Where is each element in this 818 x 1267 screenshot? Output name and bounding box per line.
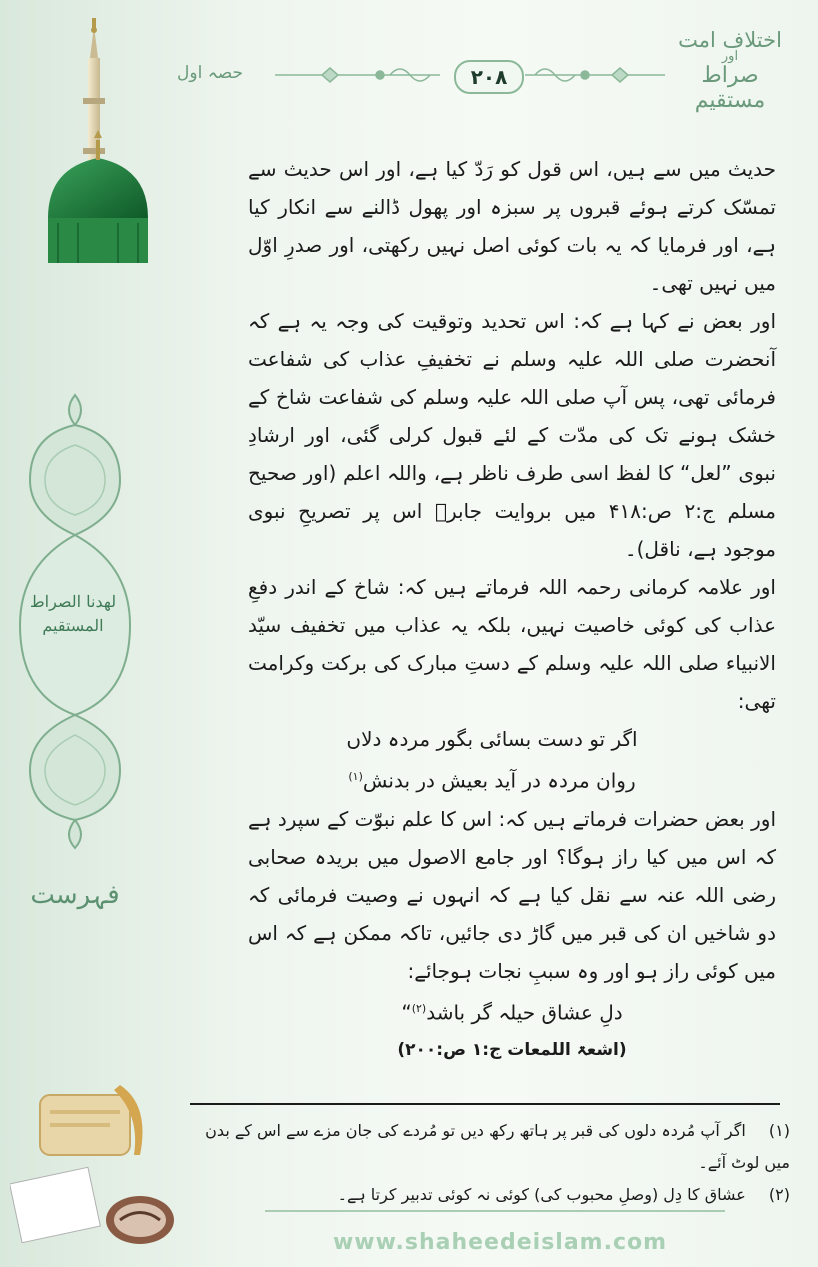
paragraph-3: اور علامہ کرمانی رحمہ اللہ فرماتے ہیں کہ: شاخ کے اندر دفعِ عذاب کی کوئی خاصیت نہیں، بلکہ یہ عذاب میں تخفیف سیّد الانبیاء صلی اللہ علیہ وسلم کے دستِ مبارک کی برکت وکرامت تھی: [248, 575, 776, 713]
footnote-2-number: (۲) [768, 1185, 790, 1204]
paragraph-4: اور بعض حضرات فرماتے ہیں کہ: اس کا علم نبوّت کے سپرد ہے کہ اس میں کیا راز ہوگا؟ اور جامع الاصول میں بریدہ صحابی رضی اللہ عنہ سے نقل کیا ہے کہ انہوں نے وصیت فرمائی کہ دو شاخیں ان کی قبر میں گاڑ دی جائیں، تاکہ ممکن ہے کہ اس میں کوئی راز ہو اور وہ سببِ نجات ہوجائے: [248, 806, 776, 983]
verse-block [248, 720, 776, 800]
citation: (اشعۃ اللمعات ج:۱ ص:۲۰۰) [397, 1040, 627, 1061]
verse-2-end: “ [401, 1000, 412, 1025]
footnote-2-text: عشاق کا دِل (وصلِ محبوب کی) کوئی نہ کوئی تدبیر کرتا ہے۔ [337, 1185, 746, 1204]
book-title-line3: صراط مستقیم [694, 63, 766, 114]
book-title-line1: اختلاف امت [678, 28, 782, 52]
website-link[interactable]: www.shaheedeislam.com [332, 1230, 668, 1255]
verse-line-1: اگر تو دست بسائی بگور مردہ دلاں [346, 727, 638, 751]
footer-divider [265, 1210, 725, 1212]
footnote-1-number: (۱) [768, 1121, 790, 1140]
book-title-line2: اور [721, 49, 739, 65]
footnote-divider [190, 1103, 780, 1105]
paragraph-2: اور بعض نے کہا ہے کہ: اس تحدید وتوقیت کی وجہ یہ ہے کہ آنحضرت صلی اللہ علیہ وسلم نے تخفیفِ عذاب کی شفاعت فرمائی تھی، پس آپ صلی اللہ علیہ وسلم کی شفاعت شاخ کے خشک ہونے تک کی مدّت کے لئے قبول کرلی گئی، اور ارشادِ نبوی ”لعل“ کا لفظ اسی طرف ناظر ہے، واللہ اعلم (اور صحیح مسلم ج:۲ ص:۴۱۸ میں بروایت جابرؓ اس پر تصریحِ نبوی موجود ہے، ناقل)۔ [248, 309, 777, 561]
book-title [670, 28, 790, 114]
scroll-quill-icon [10, 1075, 180, 1265]
main-text [248, 150, 776, 1069]
section-label: حصہ اول [177, 63, 243, 83]
footnote-2 [200, 1179, 790, 1211]
verse-line-2-wrapper [248, 758, 736, 800]
side-panel-title: لھدنا الصراط المستقیم [29, 592, 117, 635]
paragraph-1: حدیث میں سے ہیں، اس قول کو رَدّ کیا ہے، اور اس حدیث سے تمسّک کرتے ہوئے قبروں پر سبزہ اور پھول ڈالنے سے انکار کیا ہے، اور فرمایا کہ یہ بات کوئی اصل نہیں رکھتی، اور صدرِ اوّل میں نہیں تھی۔ [248, 157, 776, 295]
green-dome-icon [28, 18, 178, 268]
footnote-marker-1[interactable]: (۱) [348, 770, 363, 783]
page-number: ۲۰۸ [454, 60, 524, 94]
footnote-marker-2[interactable]: (۲) [411, 1001, 427, 1015]
footnote-1 [200, 1115, 790, 1179]
footnotes [200, 1115, 790, 1211]
verse-2-text: دلِ عشاق حیلہ گر باشد [426, 1000, 623, 1025]
footnote-1-text: اگر آپ مُردہ دلوں کی قبر پر ہاتھ رکھ دیں تو مُردے کی جان مزے سے اس کے بدن میں لوٹ آئے۔ [205, 1121, 790, 1172]
verse-2 [248, 990, 776, 1032]
verse-line-2: روان مردہ در آید بعیش در بدنش [362, 768, 636, 793]
table-of-contents-link[interactable]: فہرست [30, 880, 120, 910]
